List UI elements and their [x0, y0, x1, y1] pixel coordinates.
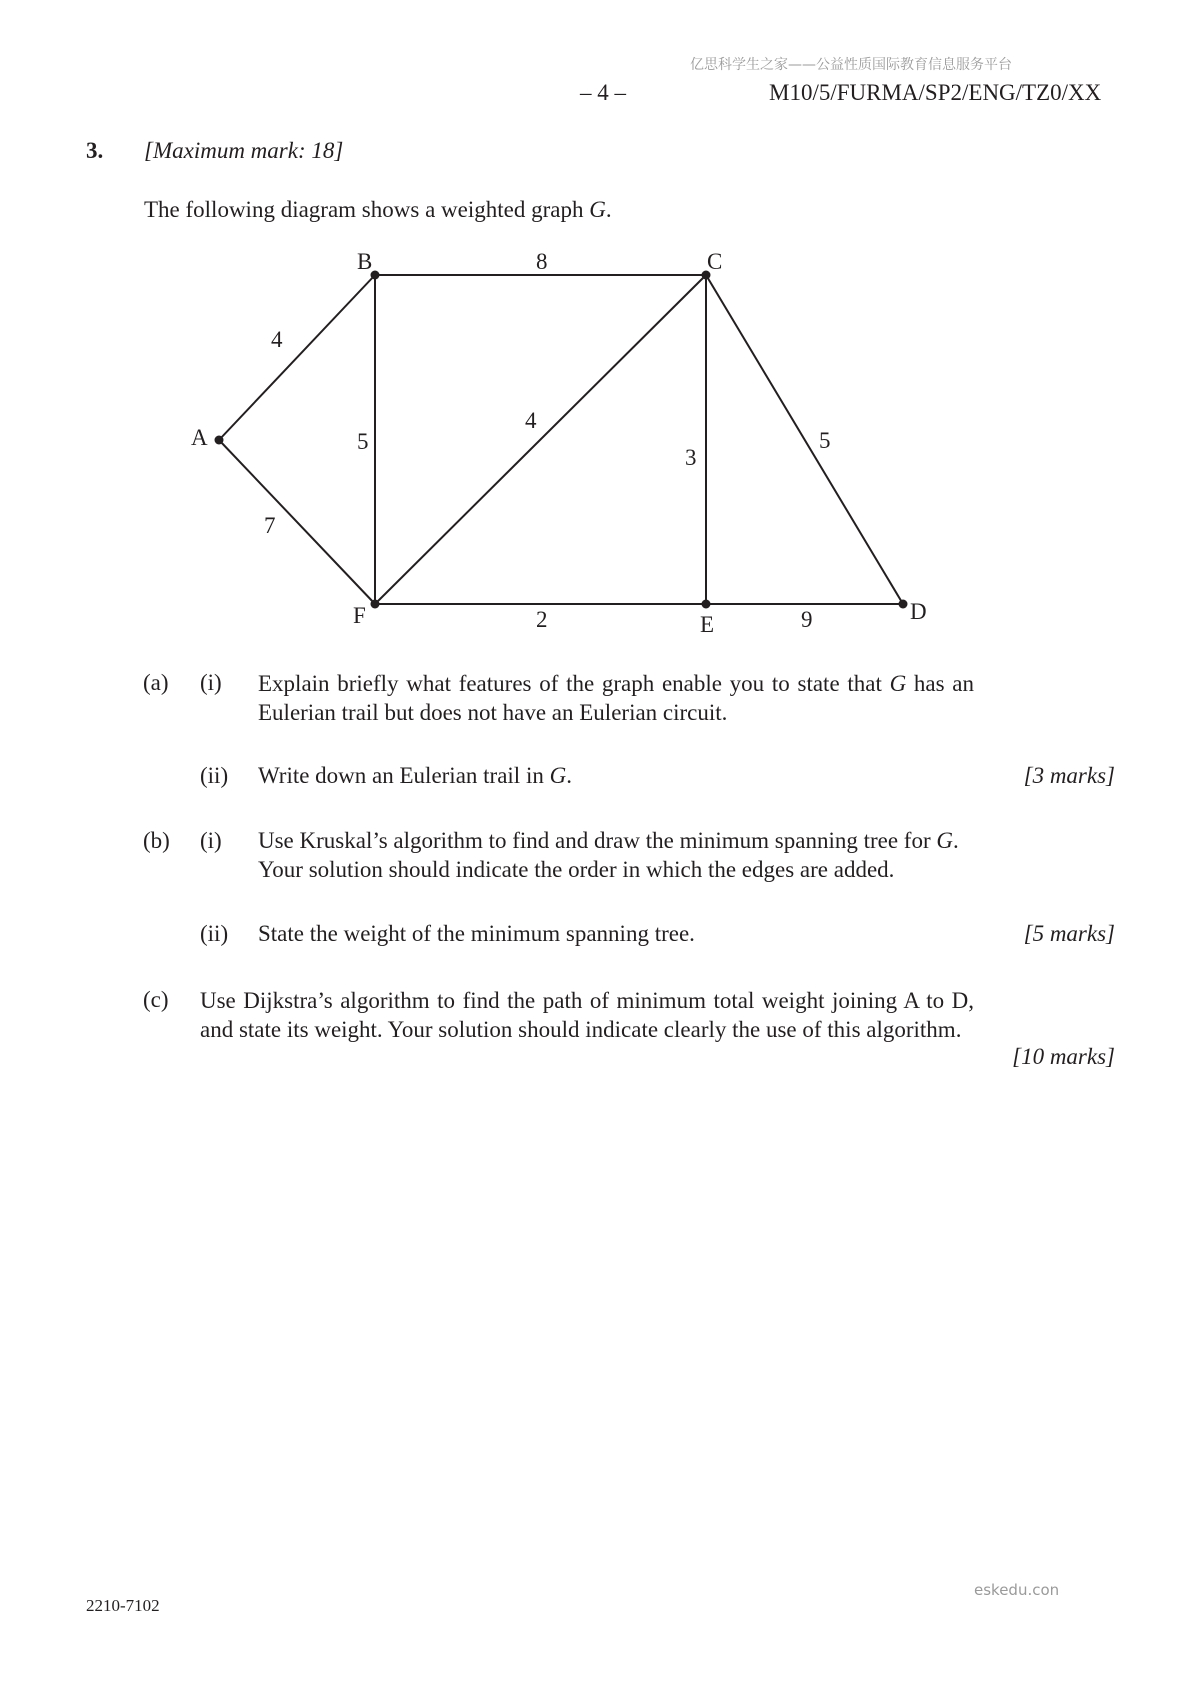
vertex-label-C: C — [707, 249, 723, 274]
question-number: 3. — [86, 138, 104, 163]
vertex-label-F: F — [353, 603, 366, 628]
weight-C-F: 4 — [525, 408, 537, 433]
vertex-label-D: D — [910, 599, 927, 624]
paper-code: M10/5/FURMA/SP2/ENG/TZ0/XX — [769, 80, 1102, 105]
footer-code: 2210-7102 — [86, 1596, 160, 1615]
part-b-ii-text: State the weight of the minimum spanning tree. — [258, 921, 695, 946]
part-c-marks: [10 marks] — [1012, 1044, 1115, 1069]
part-b-label: (b) — [143, 828, 170, 853]
vertex-dot-D — [899, 600, 908, 609]
part-a-marks: [3 marks] — [1023, 763, 1115, 788]
intro-text: The following diagram shows a weighted graph G. — [144, 197, 612, 222]
weight-E-D: 9 — [801, 607, 813, 632]
edge-C-F — [375, 275, 706, 604]
weight-B-C: 8 — [536, 249, 548, 274]
part-b-marks: [5 marks] — [1023, 921, 1115, 946]
weighted-graph — [0, 0, 1191, 700]
weight-A-B: 4 — [271, 327, 283, 352]
vertex-label-A: A — [191, 425, 208, 450]
vertex-dot-A — [215, 436, 224, 445]
weight-F-E: 2 — [536, 607, 548, 632]
edge-A-B — [219, 275, 375, 440]
weight-B-F: 5 — [357, 429, 369, 454]
max-mark: [Maximum mark: 18] — [144, 138, 344, 163]
part-b-i-label: (i) — [200, 828, 222, 853]
vertex-dot-E — [702, 600, 711, 609]
part-b-i-line2: Your solution should indicate the order in which the edges are added. — [258, 857, 895, 882]
vertex-label-B: B — [357, 249, 373, 274]
page-number: – 4 – — [580, 80, 626, 105]
part-a-i-label: (i) — [200, 670, 222, 695]
part-b-ii-label: (ii) — [200, 921, 229, 946]
watermark-site: eskedu.con — [974, 1581, 1060, 1599]
vertex-label-E: E — [700, 612, 715, 637]
part-a-ii-label: (ii) — [200, 763, 229, 788]
part-a-label: (a) — [143, 670, 169, 695]
edge-A-F — [219, 440, 375, 604]
part-a-ii-text: Write down an Eulerian trail in G. — [258, 763, 572, 788]
weight-A-F: 7 — [264, 513, 276, 538]
part-b-i-line1: Use Kruskal’s algorithm to find and draw the minimum spanning tree for G. — [258, 828, 959, 853]
vertex-dot-F — [371, 600, 380, 609]
weight-C-E: 3 — [685, 445, 697, 470]
part-a-i-text: Explain briefly what features of the graph enable you to state that G has an Eulerian trail but does not have an Eulerian circuit. — [258, 671, 974, 725]
edge-C-D — [706, 275, 903, 604]
part-c-label: (c) — [143, 987, 169, 1012]
watermark-text: 亿思科学生之家——公益性质国际教育信息服务平台 — [690, 57, 1012, 73]
part-c-text: Use Dijkstra’s algorithm to find the path of minimum total weight joining A to D, and state its weight. Your solution should indicate clearly the use of this algorithm. — [200, 988, 974, 1042]
weight-C-D: 5 — [819, 428, 831, 453]
